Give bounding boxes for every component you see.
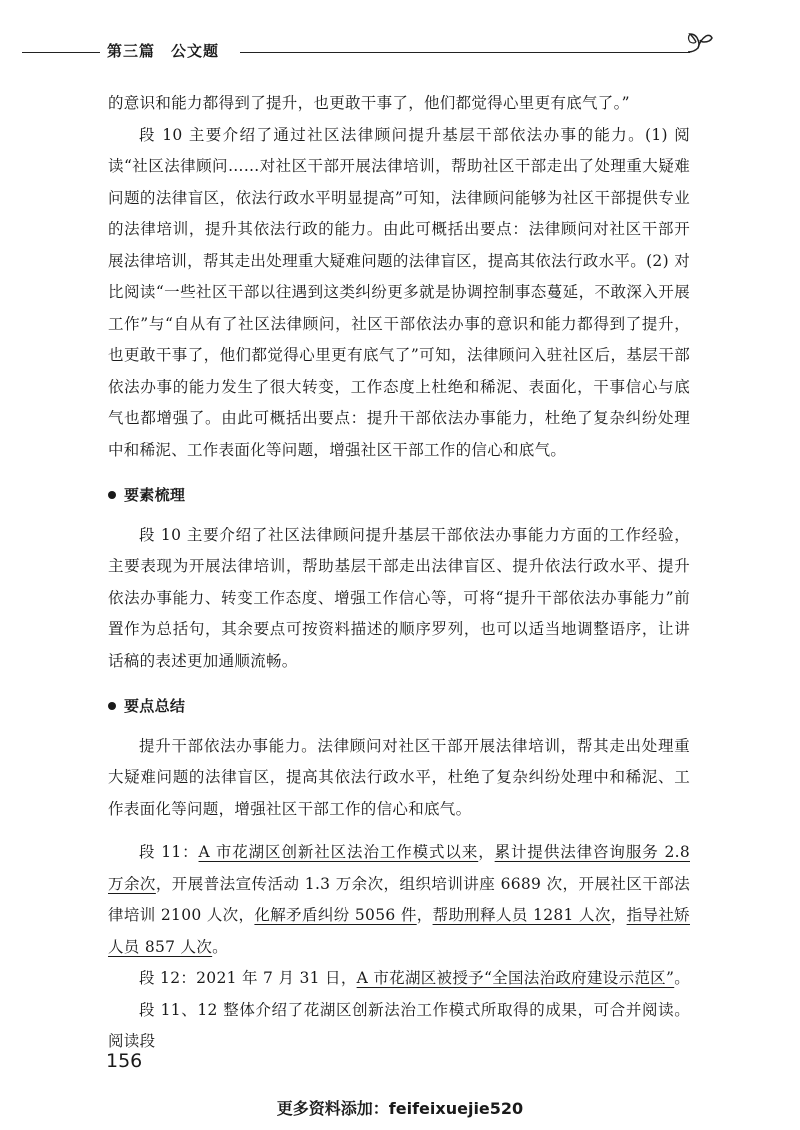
page-header — [0, 0, 800, 70]
header-rule-right — [240, 52, 690, 53]
paragraph-label: 段 11： — [139, 843, 199, 861]
analysis-paragraph: 段 10 主要介绍了社区法律顾问提升基层干部依法办事能力方面的工作经验，主要表现为开展法律培训，帮助基层干部走出法律盲区、提升依法行政水平、提升依法办事能力、转变工作态度、增强工作信心等，可将“提升干部依法办事能力”前置作为总括句，其余要点可按资料描述的顺序罗列，也可以适当地调整语序，让讲话稿的表述更加通顺流畅。 — [108, 525, 690, 670]
underlined-text: A 市花湖区创新社区法治工作模式以来 — [198, 843, 479, 861]
material-paragraph-11 — [108, 837, 690, 963]
page-body — [108, 88, 690, 1058]
underlined-text: 化解矛盾纠纷 5056 件 — [254, 906, 417, 924]
section-heading — [108, 691, 690, 723]
paragraph-label: 段 12：2021 年 7 月 31 日， — [139, 969, 357, 987]
text-run: ， — [610, 906, 627, 924]
bullet-icon — [108, 702, 116, 710]
underlined-text: 累计提供法律咨询服务 2.8 万余次 — [108, 843, 690, 893]
text-run: ， — [416, 906, 433, 924]
material-paragraph-12 — [108, 963, 690, 995]
underlined-text: 指导社矫人员 857 人次 — [108, 906, 690, 956]
analysis-paragraph: 段 10 主要介绍了通过社区法律顾问提升基层干部依法办事的能力。(1) 阅读“社区法律顾问……对社区干部开展法律培训，帮助社区干部走出了处理重大疑难问题的法律盲区，依法行政水平明显提高”可知，法律顾问能够为社区干部提供专业的法律培训，提升其依法行政的能力。由此可概括出要点：法律顾问对社区干部开展法律培训，帮其走出处理重大疑难问题的法律盲区，提高其依法行政水平。(2) 对比阅读“一些社区干部以往遇到这类纠纷更多就是协调控制事态蔓延，不敢深入开展工作”与“自从有了社区法律顾问，社区干部依法办事的意识和能力都得到了提升，也更敢干事了，他们都觉得心里更有底气了”可知，法律顾问入驻社区后，基层干部依法办事的能力发生了很大转变，工作态度上杜绝和稀泥、表面化，干事信心与底气也都增强了。由此可概括出要点：提升干部依法办事能力，杜绝了复杂纠纷处理中和稀泥、工作表面化等问题，增强社区干部工作的信心和底气。 — [108, 125, 690, 459]
analysis-paragraph: 段 11、12 整体介绍了花湖区创新法治工作模式所取得的成果，可合并阅读。阅读段 — [108, 1000, 690, 1050]
text-run: ， — [478, 843, 495, 861]
footer-note: 更多资料添加：feifeixuejie520 — [276, 1099, 524, 1118]
text-run: ，开展普法宣传活动 1.3 万余次，组织培训讲座 6689 次，开展社区干部法律培训 2100 人次， — [108, 874, 690, 924]
sprout-icon — [684, 30, 716, 56]
text-run: 。 — [212, 937, 228, 956]
underlined-text: A 市花湖区被授予“全国法治政府建设示范区” — [356, 969, 675, 987]
continued-quote-line: 的意识和能力都得到了提升，也更敢干事了，他们都觉得心里更有底气了。” — [108, 94, 630, 112]
underlined-text: 帮助刑释人员 1281 人次 — [432, 906, 611, 924]
summary-paragraph: 提升干部依法办事能力。法律顾问对社区干部开展法律培训，帮其走出处理重大疑难问题的法律盲区，提高其依法行政水平，杜绝了复杂纠纷处理中和稀泥、工作表面化等问题，增强社区干部工作的信心和底气。 — [108, 736, 690, 818]
heading-text: 要素梳理 — [124, 486, 186, 504]
heading-text: 要点总结 — [124, 697, 186, 715]
bullet-icon — [108, 491, 116, 499]
section-title: 第三篇 公文题 — [107, 42, 220, 60]
section-heading — [108, 480, 690, 512]
header-rule-left — [22, 52, 100, 53]
text-run: 。 — [674, 969, 691, 987]
page-number: 156 — [106, 1050, 143, 1072]
